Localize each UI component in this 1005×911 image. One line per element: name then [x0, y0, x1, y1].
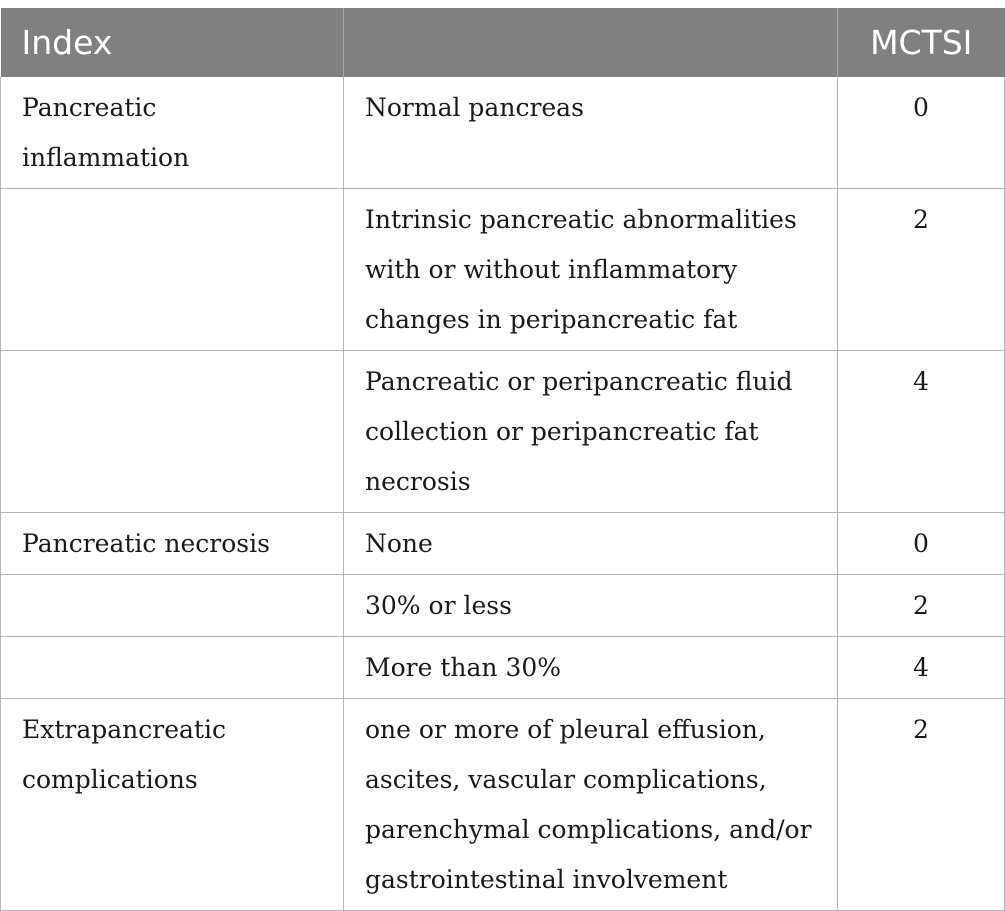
cell-description: Pancreatic or peripancreatic fluid collection or peripancreatic fat necrosis	[344, 351, 838, 513]
cell-index	[1, 189, 344, 351]
cell-description: Normal pancreas	[344, 77, 838, 189]
cell-description: 30% or less	[344, 575, 838, 637]
header-row	[1, 8, 1005, 77]
table-row	[1, 351, 1005, 513]
header-description	[344, 8, 838, 77]
cell-description: Intrinsic pancreatic abnormalities with or without inflammatory changes in peripancreatic fat	[344, 189, 838, 351]
table-header	[1, 8, 1005, 77]
cell-description: one or more of pleural effusion, ascites, vascular complications, parenchymal complications, and/or gastrointestinal involvement	[344, 699, 838, 911]
mctsi-table-container	[0, 8, 1004, 911]
cell-mctsi: 2	[838, 189, 1005, 351]
cell-index	[1, 575, 344, 637]
cell-mctsi: 2	[838, 575, 1005, 637]
cell-description: None	[344, 513, 838, 575]
cell-description: More than 30%	[344, 637, 838, 699]
header-mctsi: MCTSI	[870, 23, 973, 62]
cell-mctsi: 0	[838, 513, 1005, 575]
cell-index: Pancreatic inflammation	[1, 77, 344, 189]
table-row	[1, 637, 1005, 699]
cell-mctsi: 0	[838, 77, 1005, 189]
cell-index	[1, 637, 344, 699]
cell-index	[1, 351, 344, 513]
cell-mctsi: 2	[838, 699, 1005, 911]
cell-index: Pancreatic necrosis	[1, 513, 344, 575]
table-row	[1, 189, 1005, 351]
table-body	[1, 77, 1005, 911]
mctsi-table	[0, 8, 1005, 911]
cell-mctsi: 4	[838, 637, 1005, 699]
header-index: Index	[1, 8, 344, 77]
table-row	[1, 77, 1005, 189]
table-row	[1, 575, 1005, 637]
table-row	[1, 699, 1005, 911]
cell-index: Extrapancreatic complications	[1, 699, 344, 911]
table-row	[1, 513, 1005, 575]
cell-mctsi: 4	[838, 351, 1005, 513]
